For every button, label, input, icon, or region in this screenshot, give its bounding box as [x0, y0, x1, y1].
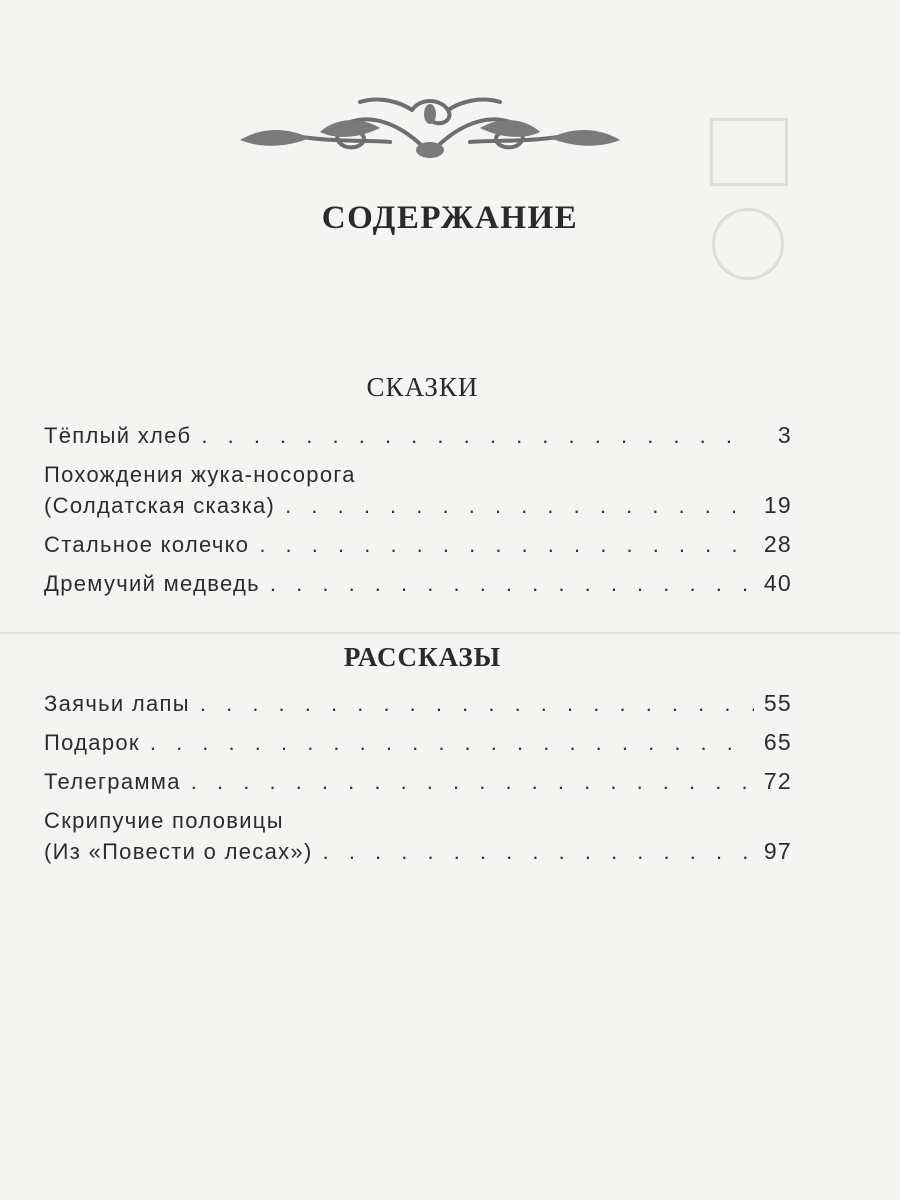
toc-entry[interactable]	[44, 568, 792, 599]
entry-subtitle: (Солдатская сказка)	[44, 493, 276, 518]
entry-title: Скрипучие половицы	[44, 808, 284, 833]
entry-title: Похождения жука-носорога	[44, 462, 356, 487]
bleed-through-mark	[710, 118, 788, 186]
page-number: 72	[763, 768, 792, 794]
entry-title: Тёплый хлеб	[44, 423, 192, 448]
entry-title: Подарок	[44, 730, 140, 755]
toc-entry[interactable]	[44, 766, 792, 797]
dot-leader	[200, 688, 754, 719]
toc-list-skazki	[44, 420, 792, 607]
section-heading-skazki: СКАЗКИ	[366, 372, 479, 402]
decorative-flourish-icon	[240, 92, 620, 162]
page-title: СОДЕРЖАНИЕ	[321, 200, 579, 236]
page-number: 97	[763, 838, 792, 864]
toc-entry[interactable]	[44, 805, 792, 867]
dot-leader	[285, 490, 754, 521]
section-heading-rasskazy: РАССКАЗЫ	[343, 642, 502, 672]
entry-subtitle: (Из «Повести о лесах»)	[44, 839, 313, 864]
entry-title: Стальное колечко	[44, 532, 250, 557]
dot-leader	[270, 568, 754, 599]
entry-title: Телеграмма	[44, 769, 181, 794]
dot-leader	[259, 529, 754, 560]
dot-leader	[323, 836, 754, 867]
page-number: 65	[763, 729, 792, 755]
toc-list-rasskazy	[44, 688, 792, 875]
entry-title: Заячьи лапы	[44, 691, 190, 716]
page-number: 40	[763, 570, 792, 596]
dot-leader	[201, 420, 754, 451]
toc-entry[interactable]	[44, 727, 792, 758]
page-number: 28	[763, 531, 792, 557]
page-number: 55	[763, 690, 792, 716]
toc-entry[interactable]	[44, 459, 792, 521]
dot-leader	[150, 727, 754, 758]
toc-entry[interactable]	[44, 420, 792, 451]
toc-entry[interactable]	[44, 529, 792, 560]
toc-entry[interactable]	[44, 688, 792, 719]
dot-leader	[191, 766, 754, 797]
bleed-through-mark	[0, 632, 900, 634]
entry-title: Дремучий медведь	[44, 571, 260, 596]
page-number: 3	[777, 422, 792, 448]
page-number: 19	[763, 492, 792, 518]
